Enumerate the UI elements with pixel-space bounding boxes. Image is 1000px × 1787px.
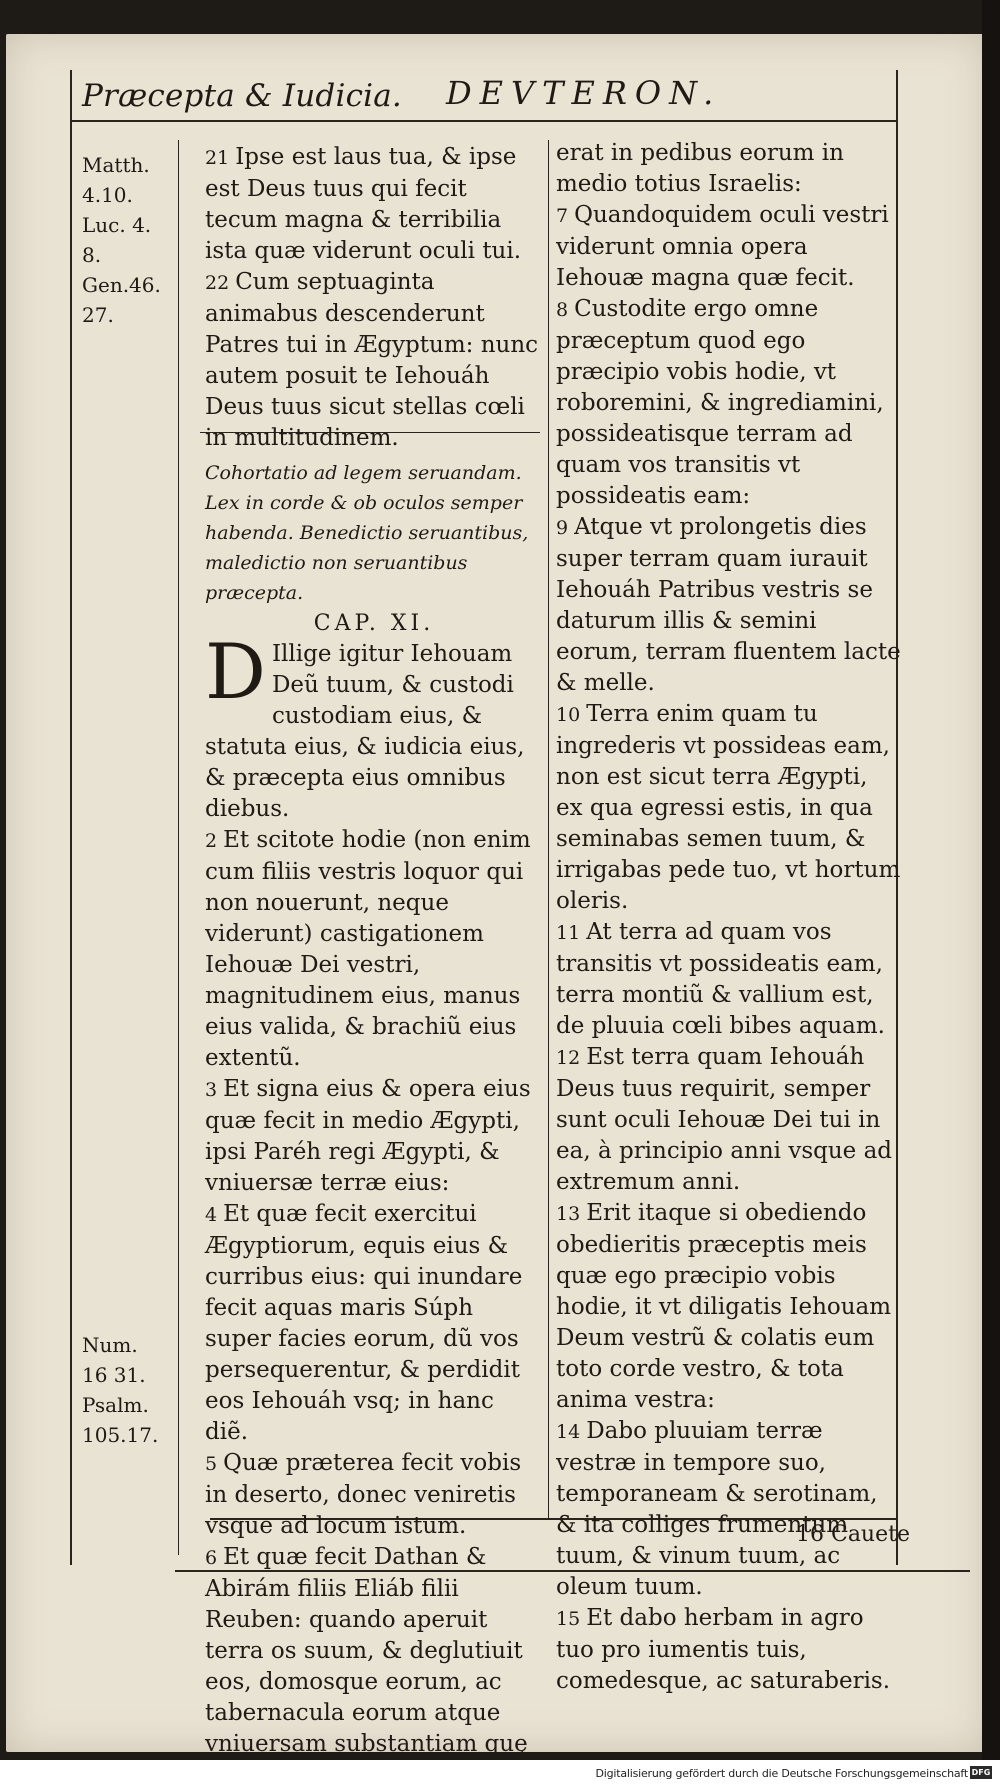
verse-number: 10 (556, 704, 581, 726)
chapter-heading: CAP. XI. (313, 611, 435, 636)
right-text-column (556, 138, 901, 1697)
verse (205, 1199, 543, 1448)
margin-notes-top (82, 150, 172, 330)
frame-left-rule (70, 70, 72, 1565)
verse (205, 627, 543, 825)
verse-text: Dabo pluuiam terræ vestræ in tempore suo, temporaneam & serotinam, & ita colliges frumentum tuum, & vinum tuum, ac oleum tuum. (556, 1418, 878, 1600)
verse (205, 142, 543, 267)
column-divider-rule (548, 140, 549, 1520)
verse (556, 200, 901, 294)
verse-number: 5 (205, 1453, 218, 1475)
margin-note: 4.10. (82, 183, 133, 207)
verse (556, 1042, 901, 1198)
verse-number: 13 (556, 1203, 581, 1225)
margin-note: Num. (82, 1333, 138, 1357)
margin-column-rule (178, 140, 179, 1555)
verse-text: Quæ præterea fecit vobis in deserto, donec veniretis vsque ad locum istum. (205, 1450, 522, 1539)
verse-number: 21 (205, 147, 230, 169)
verse-text: Ipse est laus tua, & ipse est Deus tuus qui fecit tecum magna & terribilia ista quæ viderunt oculi tui. (205, 144, 522, 264)
verse-number: 14 (556, 1421, 581, 1443)
verse-text: Et scitote hodie (non enim cum filiis vestris loquor qui non nouerunt, neque viderunt) castigationem Iehouæ Dei vestri, magnitudinem eius, manus eius valida, & brachiũ eius extentũ. (205, 827, 531, 1071)
verse-number: 22 (205, 272, 230, 294)
verse-text: Terra enim quam tu ingrederis vt possideas eam, non est sicut terra Ægypti, ex qua egressi estis, in qua seminabas semen tuum, & irrigabas pede tuo, vt hortum oleris. (556, 701, 901, 914)
verse-number: 15 (556, 1608, 581, 1630)
verse (205, 1074, 543, 1199)
drop-capital: D (205, 627, 266, 716)
verse (205, 267, 543, 454)
margin-note: 105.17. (82, 1423, 159, 1447)
verse (205, 825, 543, 1074)
verse-number: 9 (556, 517, 569, 539)
verse (556, 1198, 901, 1416)
margin-note: Gen.46. (82, 273, 161, 297)
catchword: 16 Cauete (796, 1522, 910, 1547)
verse-text: At terra ad quam vos transitis vt possideatis eam, terra montiũ & vallium est, de pluuia cœli bibes aquam. (556, 919, 885, 1039)
margin-note: 27. (82, 303, 114, 327)
verse (556, 1603, 901, 1697)
verse-number: 11 (556, 922, 581, 944)
verse-text: Cum septuaginta animabus descenderunt Patres tui in Ægyptum: nunc autem posuit te Iehouáh Deus tuus sicut stellas cœli in multitudinem. (205, 269, 539, 451)
verse (205, 1448, 543, 1542)
verse (556, 1416, 901, 1603)
margin-note: 8. (82, 243, 102, 267)
verse-text: Est terra quam Iehouáh Deus tuus requirit, semper sunt oculi Iehouæ Dei tui in ea, à principio anni vsque ad extremum anni. (556, 1044, 893, 1195)
verse (556, 917, 901, 1042)
header-rule (70, 120, 896, 122)
verse-number: 12 (556, 1047, 581, 1069)
verse-number: 6 (205, 1547, 218, 1569)
verse (205, 1542, 543, 1760)
margin-notes-bottom (82, 1330, 172, 1450)
verse-text: Quandoquidem oculi vestri viderunt omnia opera Iehouæ magna quæ fecit. (556, 202, 889, 291)
verse-text: Custodite ergo omne præceptum quod ego præcipio vobis hodie, vt roboremini, & ingrediamini, possideatisque terram ad quam vos transitis vt possideatis eam: (556, 296, 884, 509)
margin-note: Matth. (82, 153, 150, 177)
verse (556, 294, 901, 512)
verse-text: Illige igitur Iehouam Deũ tuum, & custodi custodiam eius, & statuta eius, & iudicia eius, & præcepta eius omnibus diebus. (205, 641, 525, 822)
dfg-logo-icon: DFG (971, 1768, 991, 1777)
chapter-summary: Cohortatio ad legem seruandam. Lex in corde & ob oculos semper habenda. Benedictio seruantibus, maledictio non seruantibus præcepta. (205, 462, 529, 604)
verse-number: 2 (205, 830, 218, 852)
running-head-title: DEVTERON. (446, 74, 722, 112)
running-head-left: Præcepta & Iudicia. (82, 78, 402, 114)
verse-text: Atque vt prolongetis dies super terram quam iurauit Iehouáh Patribus vestris se daturum illis & semini eorum, terram fluentem lacte & melle. (556, 514, 901, 696)
verse-number: 4 (205, 1204, 218, 1226)
verse-number: 3 (205, 1079, 218, 1101)
verse-text: Et quæ fecit Dathan & Abirám filiis Eliáb filii Reuben: quando aperuit terra os suum, & deglutiuit eos, domosque eorum, ac tabernacula eorum atque vniuersam substantiam quę (205, 1544, 528, 1757)
verse-number: 7 (556, 205, 569, 227)
verse-number: 8 (556, 299, 569, 321)
margin-note: Luc. 4. (82, 213, 152, 237)
verse-text: Erit itaque si obediendo obedieritis præceptis meis quæ ego præcipio vobis hodie, it vt diligatis Iehouam Deum vestrũ & colatis eum toto corde vestro, & tota anima vestra: (556, 1200, 892, 1413)
verse-text: Et quæ fecit exercitui Ægyptiorum, equis eius & curribus eius: qui inundare fecit aquas maris Súph super facies eorum, dũ vos persequerentur, & perdidit eos Iehouáh vsq; in hanc diẽ. (205, 1201, 523, 1445)
page-edge-shadow (982, 0, 1000, 1787)
verse (556, 512, 901, 699)
verse-text: Et dabo herbam in agro tuo pro iumentis tuis, comedesque, ac saturaberis. (556, 1605, 891, 1694)
left-text-column (205, 142, 543, 1760)
verse-text: Et signa eius & opera eius quæ fecit in medio Ægypti, ipsi Paréh regi Ægypti, & vniuersæ terræ eius: (205, 1076, 531, 1196)
margin-note: Psalm. (82, 1393, 149, 1417)
digitization-credit: Digitalisierung gefördert durch die Deutsche Forschungsgemeinschaft (595, 1767, 968, 1780)
verse-continuation: erat in pedibus eorum in medio totius Israelis: (556, 140, 844, 197)
margin-note: 16 31. (82, 1363, 146, 1387)
verse (556, 699, 901, 917)
